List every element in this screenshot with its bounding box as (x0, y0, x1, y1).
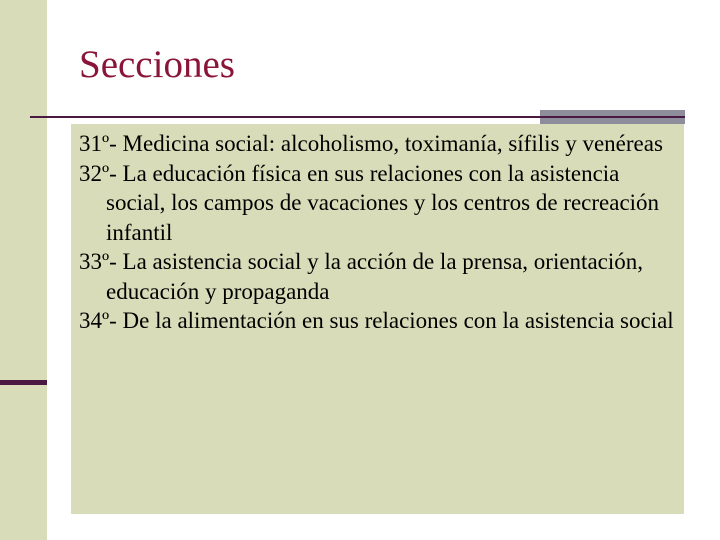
title-divider (30, 116, 685, 118)
section-item-33: 33º- La asistencia social y la acción de la prensa, orientación, educación y propaganda (79, 249, 644, 304)
section-item-34: 34º- De la alimentación en sus relaciones con la asistencia social (79, 308, 674, 333)
section-item-32: 32º- La educación física en sus relaciones con la asistencia social, los campos de vacaciones y los centros de recreación infantil (79, 160, 660, 245)
left-decorative-bar (0, 0, 47, 540)
slide-title: Secciones (79, 43, 235, 86)
left-bar-accent-line (0, 380, 47, 385)
sections-list (79, 129, 679, 336)
section-item-31: 31º- Medicina social: alcoholismo, toximanía, sífilis y venéreas (79, 131, 663, 156)
